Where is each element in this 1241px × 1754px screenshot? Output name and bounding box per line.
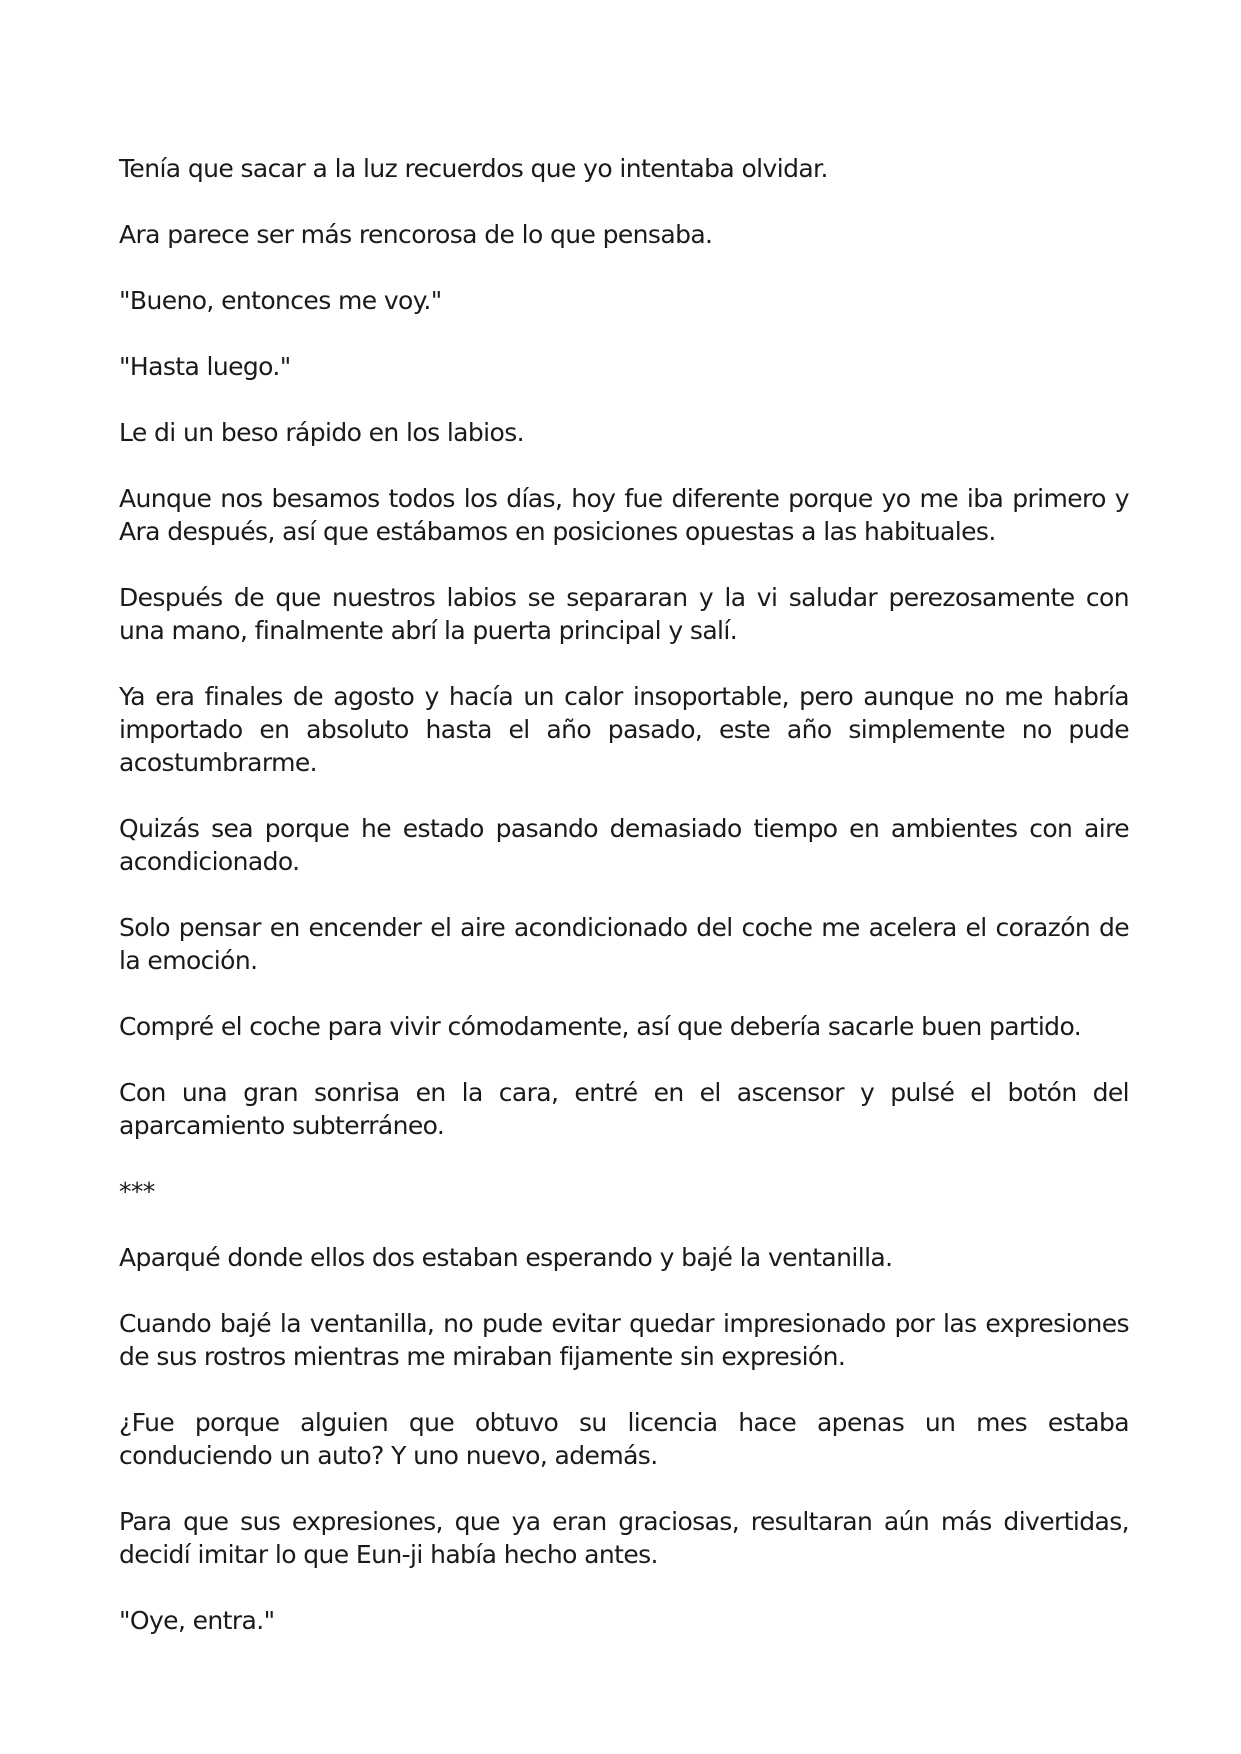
scene-break: ***: [119, 1177, 155, 1206]
body-text: [119, 152, 1129, 1670]
paragraph: Cuando bajé la ventanilla, no pude evitar quedar impresionado por las expresiones de sus rostros mientras me miraban fijamente sin expresión.: [119, 1309, 1129, 1371]
paragraph: Ara parece ser más rencorosa de lo que pensaba.: [119, 220, 713, 249]
paragraph: Tenía que sacar a la luz recuerdos que yo intentaba olvidar.: [119, 154, 828, 183]
paragraph: "Bueno, entonces me voy.": [119, 286, 442, 315]
paragraph: Compré el coche para vivir cómodamente, así que debería sacarle buen partido.: [119, 1012, 1082, 1041]
paragraph: "Oye, entra.": [119, 1606, 275, 1635]
paragraph: Aunque nos besamos todos los días, hoy fue diferente porque yo me iba primero y Ara después, así que estábamos en posiciones opuestas a las habituales.: [119, 484, 1129, 546]
paragraph: Ya era finales de agosto y hacía un calor insoportable, pero aunque no me habría importado en absoluto hasta el año pasado, este año simplemente no pude acostumbrarme.: [119, 682, 1129, 777]
paragraph: Solo pensar en encender el aire acondicionado del coche me acelera el corazón de la emoción.: [119, 913, 1129, 975]
paragraph: Quizás sea porque he estado pasando demasiado tiempo en ambientes con aire acondicionado.: [119, 814, 1129, 876]
paragraph: ¿Fue porque alguien que obtuvo su licencia hace apenas un mes estaba conduciendo un auto? Y uno nuevo, además.: [119, 1408, 1129, 1470]
paragraph: Aparqué donde ellos dos estaban esperando y bajé la ventanilla.: [119, 1243, 893, 1272]
paragraph: Le di un beso rápido en los labios.: [119, 418, 524, 447]
paragraph: "Hasta luego.": [119, 352, 291, 381]
paragraph: Con una gran sonrisa en la cara, entré en el ascensor y pulsé el botón del aparcamiento subterráneo.: [119, 1078, 1129, 1140]
paragraph: Después de que nuestros labios se separaran y la vi saludar perezosamente con una mano, finalmente abrí la puerta principal y salí.: [119, 583, 1129, 645]
paragraph: Para que sus expresiones, que ya eran graciosas, resultaran aún más divertidas, decidí imitar lo que Eun-ji había hecho antes.: [119, 1507, 1129, 1569]
